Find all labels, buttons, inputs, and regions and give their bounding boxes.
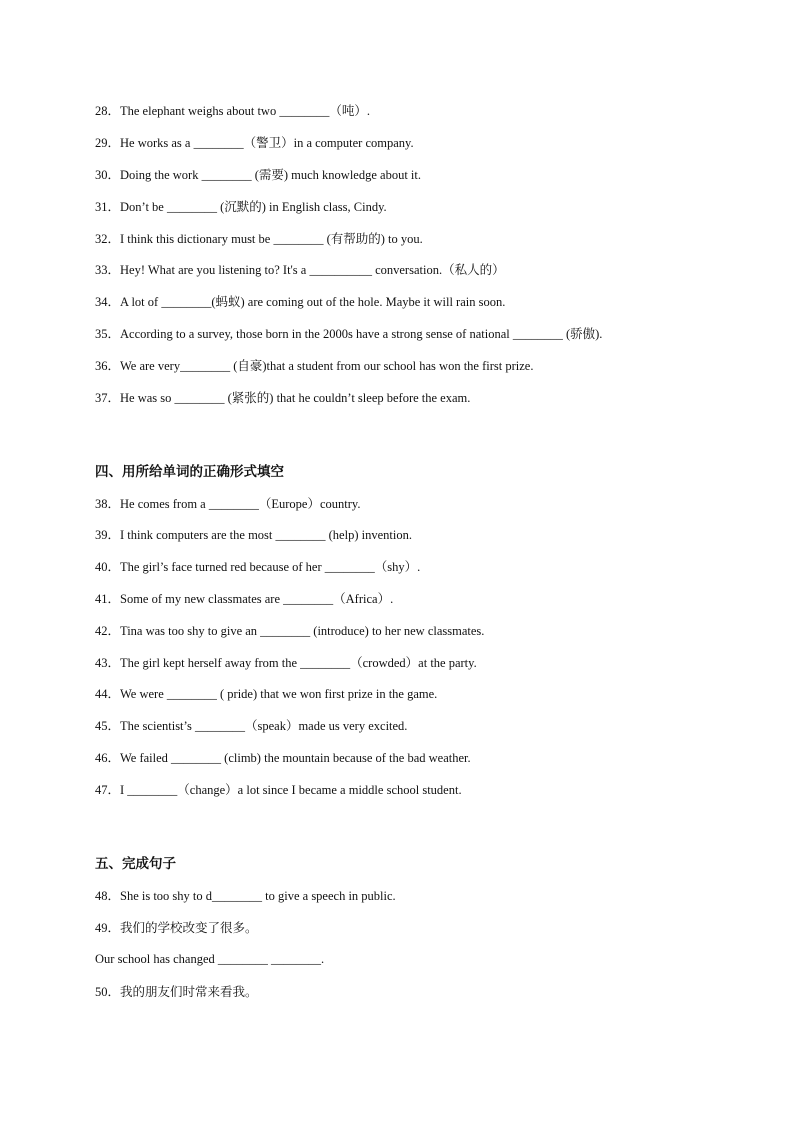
- section-4-heading: 四、用所给单词的正确形式填空: [95, 464, 284, 480]
- question-42: 42．Tina was too shy to give an ________ (introduce) to her new classmates.: [95, 624, 485, 638]
- question-31: 31．Don’t be ________ (沉默的) in English class, Cindy.: [95, 200, 387, 214]
- question-28: 28．The elephant weighs about two ________（吨）.: [95, 104, 370, 118]
- question-48: 48．She is too shy to d________ to give a speech in public.: [95, 889, 396, 903]
- question-30: 30．Doing the work ________ (需要) much knowledge about it.: [95, 168, 421, 182]
- question-37: 37．He was so ________ (紧张的) that he couldn’t sleep before the exam.: [95, 391, 471, 405]
- question-29: 29．He works as a ________（警卫）in a computer company.: [95, 136, 414, 150]
- question-32: 32．I think this dictionary must be ________ (有帮助的) to you.: [95, 232, 423, 246]
- question-35: 35．According to a survey, those born in the 2000s have a strong sense of national ________ (骄傲).: [95, 327, 603, 341]
- question-46: 46．We failed ________ (climb) the mountain because of the bad weather.: [95, 751, 471, 765]
- question-45: 45．The scientist’s ________（speak）made us very excited.: [95, 719, 408, 733]
- section-5-heading: 五、完成句子: [95, 856, 176, 872]
- question-38: 38．He comes from a ________（Europe）country.: [95, 497, 361, 511]
- question-50-prompt: 50．我的朋友们时常来看我。: [95, 985, 258, 999]
- question-34: 34．A lot of ________(蚂蚁) are coming out of the hole. Maybe it will rain soon.: [95, 295, 506, 309]
- question-36: 36．We are very________ (自豪)that a student from our school has won the first prize.: [95, 359, 534, 373]
- question-39: 39．I think computers are the most ________ (help) invention.: [95, 528, 412, 542]
- question-43: 43．The girl kept herself away from the ________（crowded）at the party.: [95, 656, 477, 670]
- question-40: 40．The girl’s face turned red because of her ________（shy）.: [95, 560, 421, 574]
- question-49-answer: Our school has changed ________ ________.: [95, 952, 325, 966]
- question-33: 33．Hey! What are you listening to? It's a __________ conversation.（私人的）: [95, 263, 505, 277]
- question-47: 47．I ________（change）a lot since I became a middle school student.: [95, 783, 462, 797]
- question-49-prompt: 49．我们的学校改变了很多。: [95, 921, 258, 935]
- question-44: 44．We were ________ ( pride) that we won first prize in the game.: [95, 687, 438, 701]
- question-41: 41．Some of my new classmates are ________（Africa）.: [95, 592, 394, 606]
